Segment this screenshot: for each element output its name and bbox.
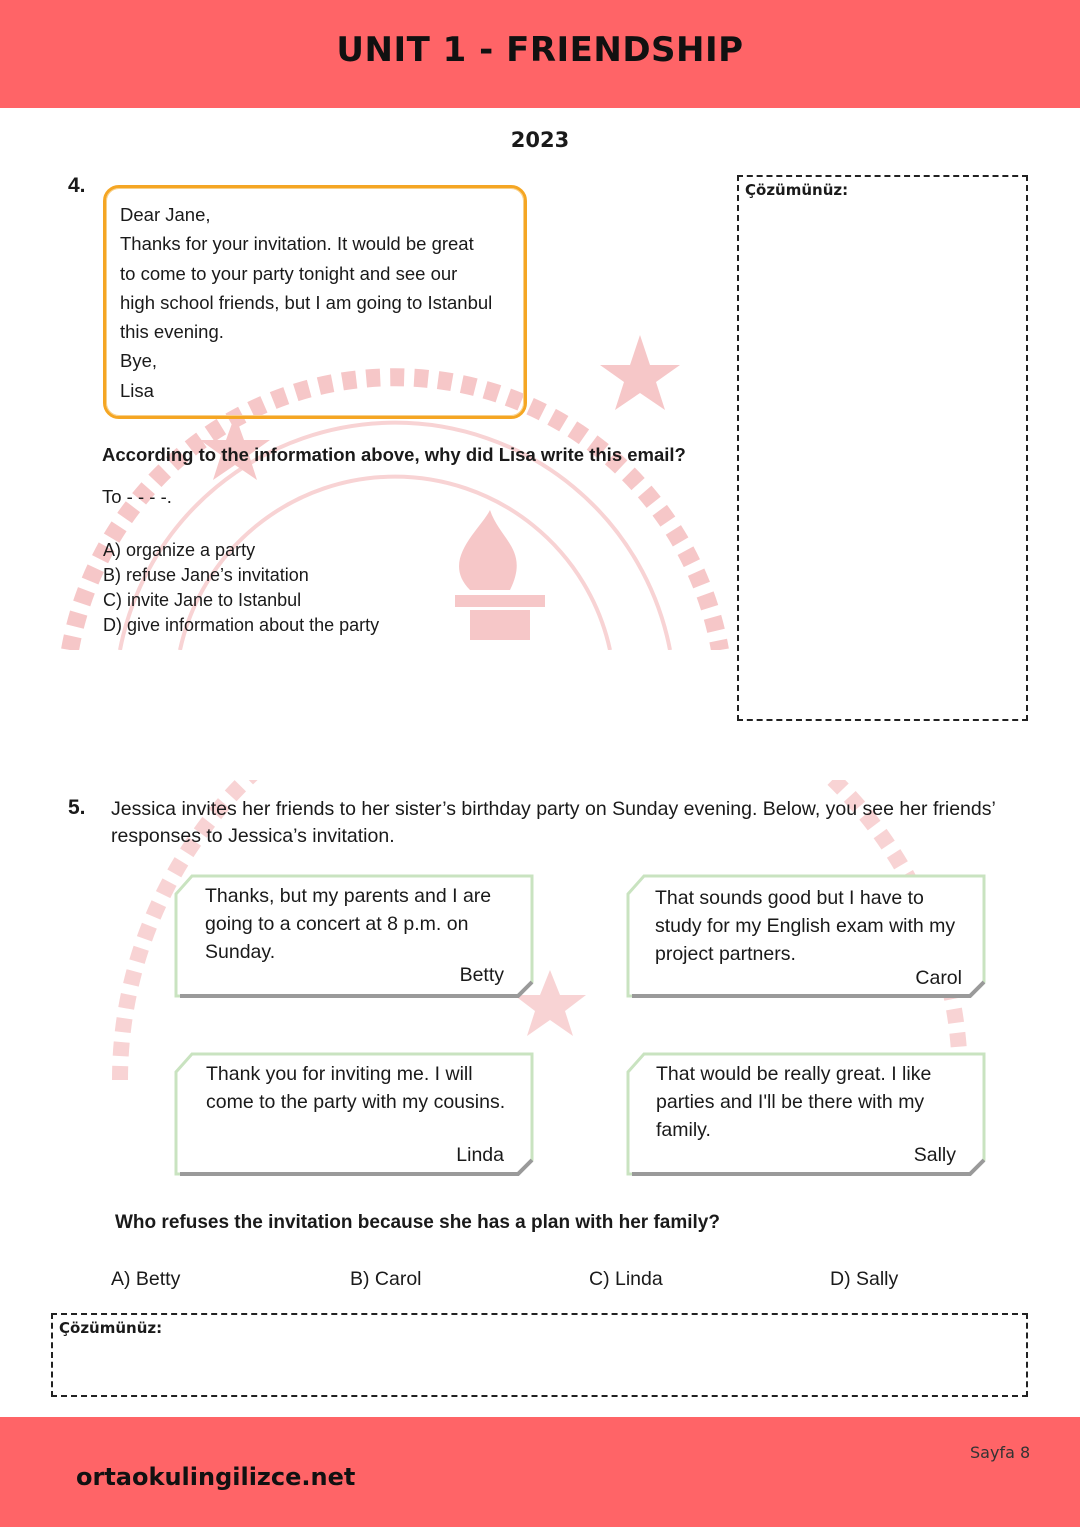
page-title: UNIT 1 - FRIENDSHIP <box>336 30 744 70</box>
email-letter-text <box>120 200 520 405</box>
answer-c[interactable]: C) Linda <box>589 1268 663 1290</box>
letter-line: Lisa <box>120 379 154 401</box>
answer-b[interactable]: B) Carol <box>350 1268 422 1290</box>
letter-line: to come to your party tonight and see our <box>120 262 458 284</box>
card-text: That sounds good but I have to study for my English exam with my project partners. <box>655 887 956 965</box>
solution-box-q4[interactable] <box>737 175 1028 721</box>
letter-line: Dear Jane, <box>120 204 211 225</box>
site-link[interactable]: ortaokulingilizce.net <box>76 1463 356 1491</box>
option-b[interactable]: B) refuse Jane’s invitation <box>103 565 309 585</box>
option-d[interactable]: D) give information about the party <box>103 615 380 635</box>
answer-a[interactable]: A) Betty <box>111 1268 181 1290</box>
answer-d[interactable]: D) Sally <box>830 1268 899 1290</box>
response-card-betty <box>170 872 538 998</box>
question-4-number: 4. <box>68 174 86 197</box>
solution-label: Çözümünüz: <box>745 181 849 199</box>
solution-box-q5[interactable] <box>51 1313 1028 1397</box>
response-card-sally <box>622 1050 990 1176</box>
response-card-linda <box>170 1050 538 1176</box>
card-text: Thanks, but my parents and I are going to a concert at 8 p.m. on Sunday. <box>205 885 492 963</box>
question-4-text: According to the information above, why did Lisa write this email? <box>102 444 686 465</box>
question-5-intro: Jessica invites her friends to her sister’s birthday party on Sunday evening. Below, you see her friends’ responses to Jessica’s invitation. <box>111 798 996 847</box>
option-a[interactable]: A) organize a party <box>103 540 256 560</box>
question-5-number: 5. <box>68 796 86 819</box>
page-number: Sayfa 8 <box>970 1443 1031 1462</box>
question-4-stem: To - - - -. <box>102 486 172 507</box>
solution-label: Çözümünüz: <box>59 1319 163 1337</box>
letter-line: Bye, <box>120 350 158 372</box>
option-c[interactable]: C) invite Jane to Istanbul <box>103 590 302 610</box>
card-name: Betty <box>459 964 504 986</box>
card-name: Linda <box>456 1144 504 1166</box>
response-card-carol <box>622 872 990 998</box>
card-name: Sally <box>913 1144 956 1166</box>
question-4-options <box>103 538 379 638</box>
letter-line: this evening. <box>120 321 224 343</box>
card-text: Thank you for inviting me. I will come to the party with my cousins. <box>206 1063 506 1113</box>
letter-line: high school friends, but I am going to Istanbul <box>120 291 493 313</box>
card-text: That would be really great. I like parties and I'll be there with my family. <box>656 1063 932 1141</box>
letter-line: Thanks for your invitation. It would be great <box>120 233 474 255</box>
year-label: 2023 <box>510 128 570 152</box>
card-name: Carol <box>915 967 962 989</box>
question-5-text: Who refuses the invitation because she has a plan with her family? <box>115 1212 720 1233</box>
